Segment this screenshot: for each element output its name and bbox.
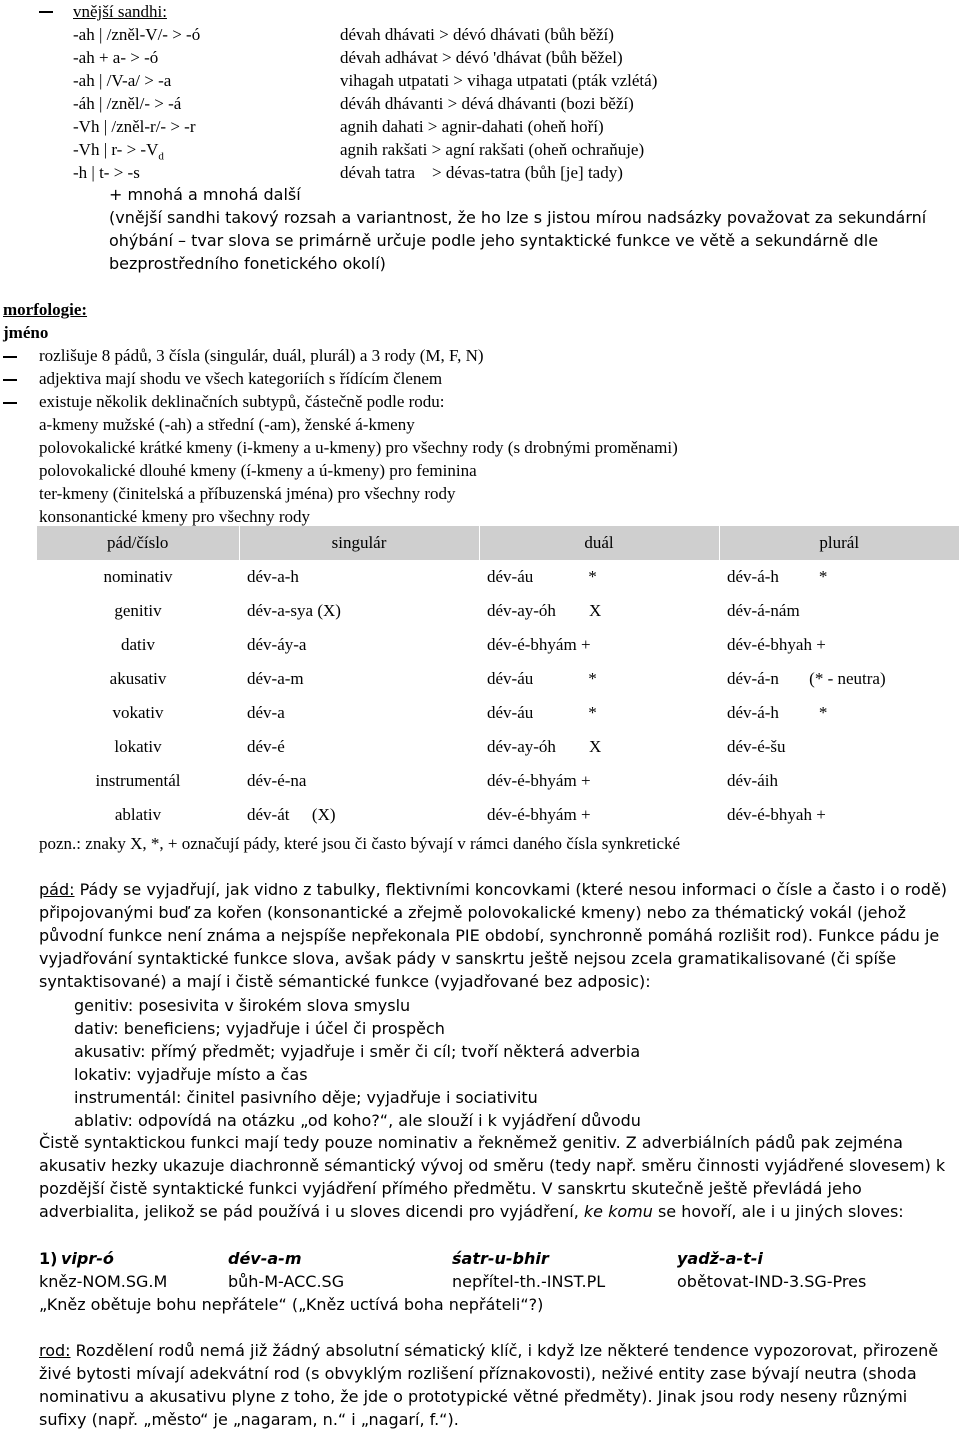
syncretism-mark: * bbox=[818, 567, 828, 586]
dual-cell bbox=[479, 696, 719, 730]
singular-cell bbox=[239, 662, 479, 696]
dual-cell bbox=[479, 560, 719, 594]
form: dév-é-bhyah bbox=[727, 805, 812, 824]
form: dév-é-šu bbox=[727, 737, 786, 756]
dual-cell bbox=[479, 594, 719, 628]
syncretism-mark: + bbox=[580, 635, 591, 654]
case-function: genitiv: posesivita v širokém slova smyslu bbox=[74, 996, 411, 1015]
example-translation: „Kněz obětuje bohu nepřátele“ („Kněz uctívá boha nepřáteli“?) bbox=[39, 1295, 544, 1314]
sandhi-rule-example: vihagah utpatati > vihaga utpatati (pták vzlétá) bbox=[340, 71, 658, 90]
table-row bbox=[37, 628, 959, 662]
sandhi-rule-example: déváh dhávanti > dévá dhávanti (bozi běží) bbox=[340, 94, 634, 113]
rod-label: rod: bbox=[39, 1341, 71, 1360]
table-row bbox=[37, 594, 959, 628]
bullet-item: existuje několik deklinačních subtypů, částečně podle rodu: bbox=[39, 392, 445, 411]
singular-cell bbox=[239, 696, 479, 730]
morfologie-heading: morfologie: bbox=[3, 300, 88, 319]
form: dév-á-n bbox=[727, 669, 779, 688]
dual-cell bbox=[479, 628, 719, 662]
case-function: ablativ: odpovídá na otázku „od koho?“, ale slouží i k vyjádření důvodu bbox=[74, 1111, 641, 1130]
bullet-item: rozlišuje 8 pádů, 3 čísla (singulár, duál, plurál) a 3 rody (M, F, N) bbox=[39, 346, 484, 365]
sandhi-more: + mnohá a mnohá další bbox=[109, 185, 301, 204]
example-word: śatr-u-bhir bbox=[452, 1249, 549, 1268]
singular-cell bbox=[239, 730, 479, 764]
column-header: pád/číslo bbox=[37, 526, 239, 560]
stem-type-line: polovokalické dlouhé kmeny (í-kmeny a ú-kmeny) pro feminina bbox=[39, 461, 477, 480]
syncretism-mark: + bbox=[816, 635, 826, 654]
list-dash bbox=[3, 356, 17, 358]
plural-cell bbox=[719, 560, 959, 594]
plural-cell bbox=[719, 730, 959, 764]
table-row bbox=[37, 798, 959, 832]
stem-type-line: konsonantické kmeny pro všechny rody bbox=[39, 507, 310, 526]
stem-type-line: polovokalické krátké kmeny (i-kmeny a u-kmeny) pro všechny rody (s drobnými proměnami) bbox=[39, 438, 678, 457]
sandhi-rule-example: agnih rakšati > agní rakšati (oheň ochraňuje) bbox=[340, 140, 645, 159]
singular-cell bbox=[239, 798, 479, 832]
table-note: pozn.: znaky X, *, + označují pády, které jsou či často bývají v rámci daného čísla synkretické bbox=[39, 834, 681, 853]
sandhi-rule-left: -ah | /zněl-V/- > -ó bbox=[73, 25, 201, 44]
syncretism-mark: (* - neutra) bbox=[809, 669, 886, 688]
case-name: lokativ bbox=[114, 737, 162, 756]
sandhi-rule-left: -áh | /zněl/- > -á bbox=[73, 94, 182, 113]
form: dév-á-h bbox=[727, 567, 779, 586]
case-name: nominativ bbox=[103, 567, 173, 586]
singular-cell bbox=[239, 594, 479, 628]
subscript: d bbox=[158, 150, 164, 163]
form: dév-a-h bbox=[247, 567, 299, 586]
syncretism-mark: (X) bbox=[311, 805, 336, 824]
table-header-row bbox=[37, 526, 959, 560]
table-row bbox=[37, 764, 959, 798]
jmeno-subheading: jméno bbox=[3, 323, 49, 342]
form: dév-a bbox=[247, 703, 285, 722]
form: dév-é bbox=[247, 737, 285, 756]
syncretism-mark: X bbox=[589, 601, 602, 620]
form: dév-é-bhyám bbox=[487, 771, 577, 790]
singular-cell bbox=[239, 764, 479, 798]
list-dash bbox=[3, 379, 17, 381]
dual-cell bbox=[479, 798, 719, 832]
form: dév-ay-óh bbox=[487, 601, 556, 620]
column-header: duál bbox=[479, 526, 719, 560]
form: dév-áu bbox=[487, 703, 534, 722]
sandhi-note-line: (vnější sandhi takový rozsah a variantnost, že ho lze s jistou mírou nadsázky považovat za sekundární bbox=[109, 208, 927, 227]
form: dév-áu bbox=[487, 669, 534, 688]
sandhi-rule-example: dévah adhávat > dévó 'dhávat (bůh běžel) bbox=[340, 48, 623, 67]
sandhi-rule-left: -Vh | /zněl-r/- > -r bbox=[73, 117, 196, 136]
plural-cell bbox=[719, 662, 959, 696]
form: dév-é-bhyah bbox=[727, 635, 812, 654]
declension-table bbox=[37, 526, 959, 832]
form: dév-át bbox=[247, 805, 290, 824]
form: dév-é-na bbox=[247, 771, 307, 790]
form: dév-é-bhyám bbox=[487, 635, 577, 654]
pad-label: pád: bbox=[39, 880, 75, 899]
syncretism-mark: (X) bbox=[317, 601, 341, 620]
pad-text: Pády se vyjadřují, jak vidno z tabulky, flektivními koncovkami (které nesou informaci o čísle a často i o rodě) připojovanými buď za kořen (konsonantické a zřejmě polovokalické kmeny) nebo za thématický vokál (jehož původní funkce není známa a nejspíše nepřekonala PIE období, synchronně pomáhá rozlišit rod). Funkce pádu je vyjadřování syntaktické funkce slova, avšak pády v sanskrtu ještě nejsou zcela gramatikalisované (či spíše syntaktisované) a mají i čistě sémantické funkce (vyjadřované bez adposic): bbox=[39, 880, 948, 991]
example-word: vipr-ó bbox=[61, 1249, 114, 1268]
table-row bbox=[37, 730, 959, 764]
syncretism-mark: X bbox=[589, 737, 602, 756]
table-row bbox=[37, 696, 959, 730]
rod-text: Rozdělení rodů nemá již žádný absolutní sématický klíč, i když lze některé tendence vypozorovat, přirozeně živé bytosti mívají adekvátní rod (s obvyklým rozlišení příznakovosti), neživé entity zase bývají neutra (shoda nominativu a akusativu plyne z toho, že jde o prototypické větné předměty). Jinak jsou rody neseny různými sufixy (např. „město“ je „nagaram, n.“ i „nagarí, f.“). bbox=[39, 1341, 939, 1429]
example-gloss: obětovat-IND-3.SG-Pres bbox=[677, 1272, 867, 1291]
case-name: akusativ bbox=[109, 669, 167, 688]
form: dév-é-bhyám bbox=[487, 805, 577, 824]
syncretism-mark: * bbox=[588, 669, 597, 688]
form: dév-áu bbox=[487, 567, 534, 586]
form: dév-ay-óh bbox=[487, 737, 556, 756]
column-header: plurál bbox=[719, 526, 959, 560]
sandhi-rule-example: dévah tatra > dévas-tatra (bůh [je] tady) bbox=[340, 163, 623, 182]
sandhi-rule-left: -ah | /V-a/ > -a bbox=[73, 71, 172, 90]
form: dév-á-nám bbox=[727, 601, 800, 620]
case-function: akusativ: přímý předmět; vyjadřuje i směr či cíl; tvoří některá adverbia bbox=[74, 1042, 641, 1061]
example-gloss: kněz-NOM.SG.M bbox=[39, 1272, 168, 1291]
case-function: dativ: beneficiens; vyjadřuje i účel či prospěch bbox=[74, 1019, 445, 1038]
case-name: vokativ bbox=[112, 703, 164, 722]
example-word: yadž-a-t-i bbox=[677, 1249, 763, 1268]
pad-text-2b: se hovoří, ale i u jiných sloves: bbox=[652, 1202, 904, 1221]
stem-type-line: a-kmeny mužské (-ah) a střední (-am), ženské á-kmeny bbox=[39, 415, 415, 434]
list-dash bbox=[39, 11, 53, 13]
sandhi-rule-example: dévah dhávati > dévó dhávati (bůh běží) bbox=[340, 25, 614, 44]
form: dév-áih bbox=[727, 771, 778, 790]
case-function: instrumentál: činitel pasivního děje; vyjadřuje i sociativitu bbox=[74, 1088, 538, 1107]
sandhi-heading: vnější sandhi: bbox=[73, 2, 167, 21]
pad-text-2-italic: ke komu bbox=[583, 1202, 653, 1221]
example-gloss: nepřítel-th.-INST.PL bbox=[452, 1272, 606, 1291]
case-name: ablativ bbox=[114, 805, 162, 824]
table-row bbox=[37, 560, 959, 594]
syncretism-mark: + bbox=[816, 805, 826, 824]
case-name: dativ bbox=[121, 635, 155, 654]
plural-cell bbox=[719, 696, 959, 730]
pad-paragraph bbox=[39, 878, 957, 993]
singular-cell bbox=[239, 628, 479, 662]
syncretism-mark: * bbox=[588, 703, 597, 722]
sandhi-note-line: bezprostředního fonetického okolí) bbox=[109, 254, 386, 273]
form: dév-á-h bbox=[727, 703, 779, 722]
form: dév-a-sya bbox=[247, 601, 314, 620]
pad-paragraph-2 bbox=[39, 1131, 957, 1223]
form: dév-áy-a bbox=[247, 635, 307, 654]
sandhi-rule-example: agnih dahati > agnir-dahati (oheň hoří) bbox=[340, 117, 604, 136]
case-function: lokativ: vyjadřuje místo a čas bbox=[74, 1065, 308, 1084]
bullet-item: adjektiva mají shodu ve všech kategoriích s řídícím členem bbox=[39, 369, 443, 388]
sandhi-rule-left: -Vh | r- > -V bbox=[73, 140, 159, 159]
list-dash bbox=[3, 402, 17, 404]
plural-cell bbox=[719, 798, 959, 832]
column-header: singulár bbox=[239, 526, 479, 560]
syncretism-mark: * bbox=[818, 703, 828, 722]
plural-cell bbox=[719, 594, 959, 628]
sandhi-note-line: ohýbání – tvar slova se primárně určuje podle jeho syntaktické funkce ve větě a sekundárně dle bbox=[109, 231, 879, 250]
dual-cell bbox=[479, 730, 719, 764]
example-number: 1) bbox=[39, 1249, 58, 1268]
form: dév-a-m bbox=[247, 669, 304, 688]
plural-cell bbox=[719, 764, 959, 798]
table-row bbox=[37, 662, 959, 696]
example-word: dév-a-m bbox=[228, 1249, 302, 1268]
syncretism-mark: * bbox=[588, 567, 597, 586]
pad-text-2a: Čistě syntaktickou funkci mají tedy pouze nominativ a řekněmež genitiv. Z adverbiálních pádů pak zejména akusativ hezky ukazuje diachronně sémantický vývoj od směru (tedy např. směru činnosti vyjádřené slovesem) k pozdější čistě syntaktické funkci vyjádření přímého předmětu. V sanskrtu skutečně ještě převládá jeho adverbialita, jelikož se pád používá i u sloves dicendi pro vyjádření, bbox=[39, 1133, 946, 1221]
stem-type-line: ter-kmeny (činitelská a příbuzenská jména) pro všechny rody bbox=[39, 484, 456, 503]
case-name: genitiv bbox=[114, 601, 162, 620]
syncretism-mark: + bbox=[580, 805, 591, 824]
plural-cell bbox=[719, 628, 959, 662]
dual-cell bbox=[479, 764, 719, 798]
syncretism-mark: + bbox=[580, 771, 591, 790]
example-gloss: bůh-M-ACC.SG bbox=[228, 1272, 345, 1291]
sandhi-rule-left: -h | t- > -s bbox=[73, 163, 140, 182]
singular-cell bbox=[239, 560, 479, 594]
dual-cell bbox=[479, 662, 719, 696]
rod-paragraph bbox=[39, 1339, 957, 1431]
case-name: instrumentál bbox=[95, 771, 181, 790]
sandhi-rule-left: -ah + a- > -ó bbox=[73, 48, 159, 67]
